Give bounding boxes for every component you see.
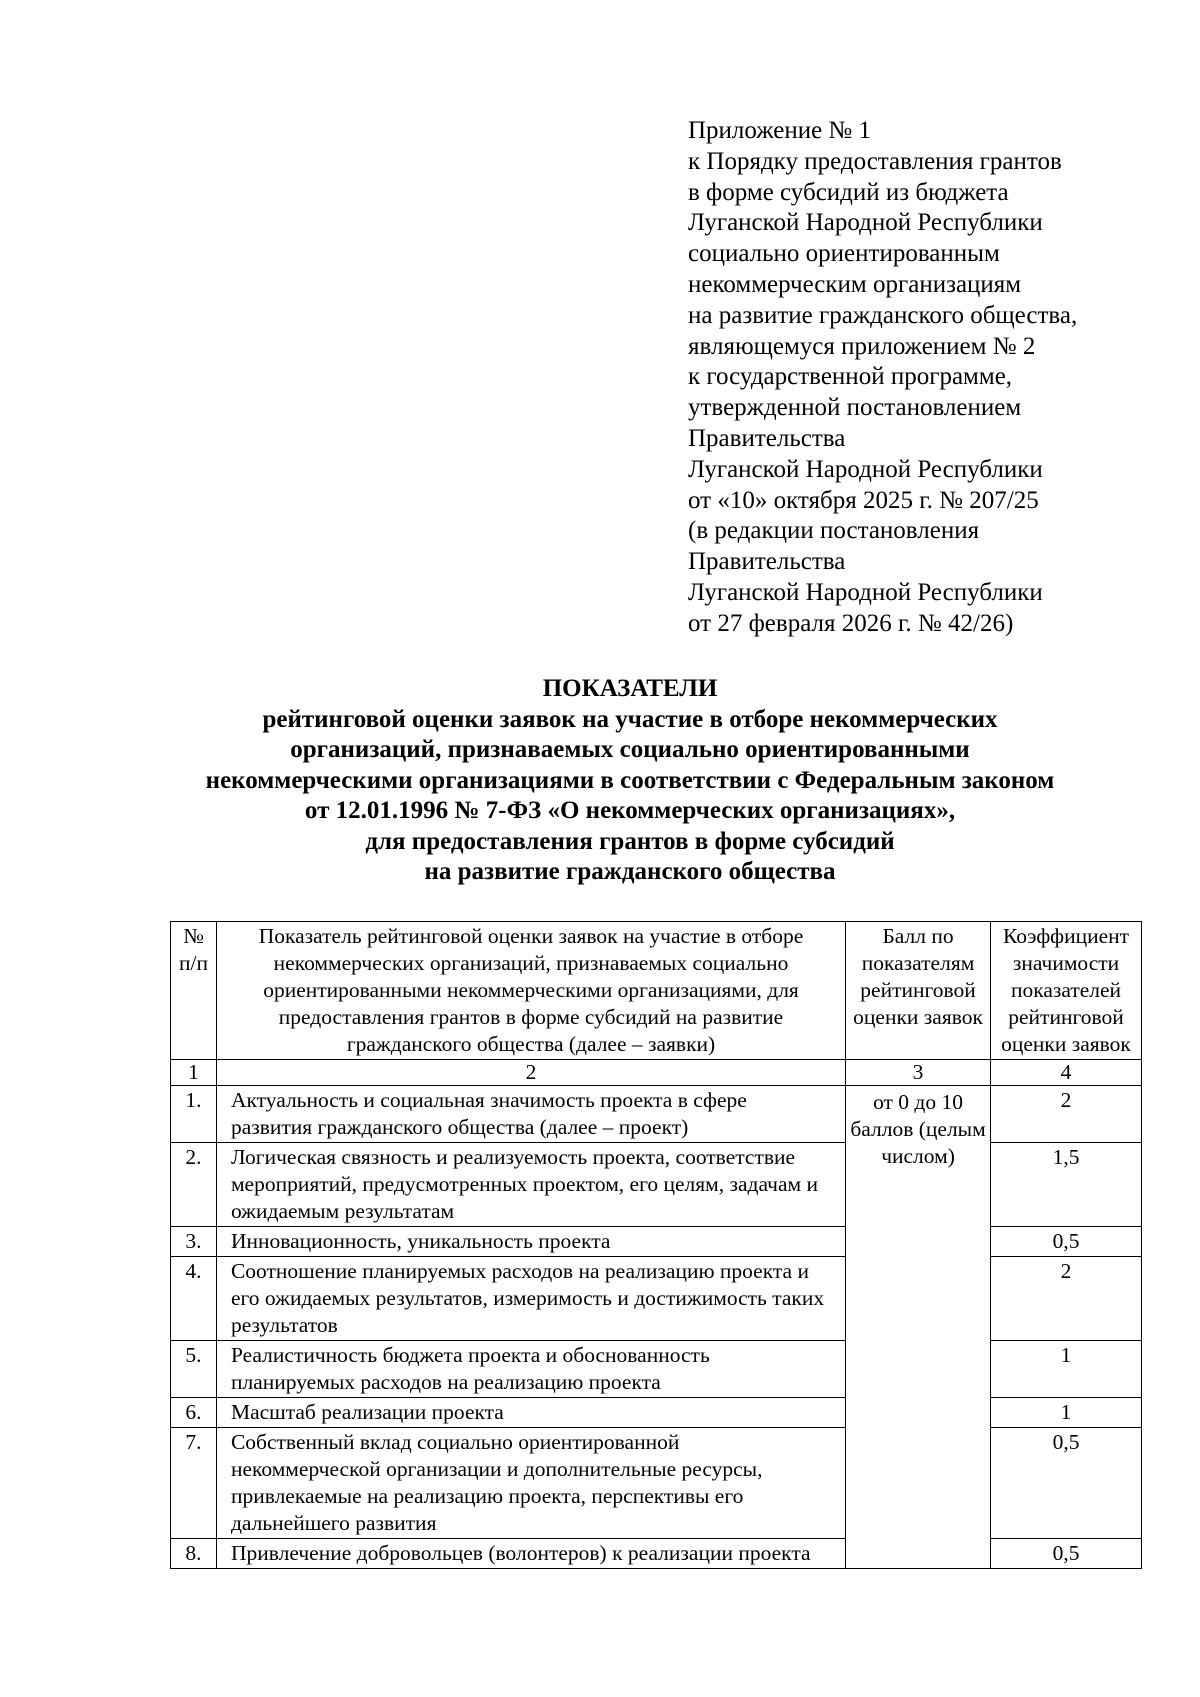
appendix-line: Правительства [688,548,846,576]
document-title [130,674,1130,888]
appendix-line: социально ориентированным [688,240,1000,268]
row-coefficient: 1 [991,1341,1142,1398]
appendix-line: Луганской Народной Республики [688,209,1043,237]
header-indicator: Показатель рейтинговой оценки заявок на участие в отборе некоммерческих организаций, признаваемых социально ориентированными некоммерческими организациями, для предоставления грантов в форме субсидий на развитие гражданского общества (далее – заявки) [216,922,845,1060]
title-line: для предоставления грантов в форме субсидий [365,827,895,855]
title-line: от 12.01.1996 № 7-ФЗ «О некоммерческих организациях», [304,797,956,824]
table-row [171,1428,1142,1539]
rating-criteria-table [170,921,1142,1569]
row-coefficient: 2 [991,1086,1142,1143]
row-coefficient: 1 [991,1398,1142,1428]
row-number: 6. [171,1398,217,1428]
table-row [171,1398,1142,1428]
table-row [171,1257,1142,1341]
header-number: № п/п [171,922,217,1060]
title-line: некоммерческими организациями в соответствии с Федеральным законом [205,766,1055,794]
title-line: ПОКАЗАТЕЛИ [542,675,718,702]
appendix-line: являющемуся приложением № 2 [688,332,1036,360]
index-cell: 4 [991,1060,1142,1086]
title-line: организаций, признаваемых социально ориентированными [290,736,970,763]
row-indicator: Инновационность, уникальность проекта [216,1227,845,1257]
row-number: 4. [171,1257,217,1341]
table-row [171,1227,1142,1257]
row-number: 5. [171,1341,217,1398]
appendix-line: Правительства [688,424,846,452]
table-row [171,1143,1142,1227]
table-row [171,1539,1142,1569]
row-coefficient: 0,5 [991,1428,1142,1539]
table-row [171,1086,1142,1143]
row-number: 1. [171,1086,217,1143]
appendix-line: Луганской Народной Республики [688,455,1043,483]
title-line: на развитие гражданского общества [424,858,836,885]
appendix-line: от 27 февраля 2026 г. № 42/26) [688,609,1014,637]
appendix-line: Луганской Народной Республики [688,578,1043,606]
score-range-cell: от 0 до 10 баллов (целым числом) [846,1086,991,1569]
appendix-line: (в редакции постановления [688,517,980,545]
row-indicator: Логическая связность и реализуемость проекта, соответствие мероприятий, предусмотренных проектом, его целям, задачам и ожидаемым результатам [216,1143,845,1227]
row-number: 3. [171,1227,217,1257]
row-indicator: Масштаб реализации проекта [216,1398,845,1428]
appendix-line: некоммерческим организациям [688,270,1022,298]
appendix-line: к Порядку предоставления грантов [688,147,1062,175]
row-number: 8. [171,1539,217,1569]
row-number: 2. [171,1143,217,1227]
row-coefficient: 0,5 [991,1227,1142,1257]
header-coefficient: Коэффициент значимости показателей рейтинговой оценки заявок [991,922,1142,1060]
appendix-line: Приложение № 1 [688,117,872,144]
index-cell: 2 [216,1060,845,1086]
row-number: 7. [171,1428,217,1539]
appendix-line: от «10» октября 2025 г. № 207/25 [688,486,1039,514]
appendix-reference-block [688,116,1168,640]
appendix-line: в форме субсидий из бюджета [688,178,1009,206]
table-header-row [171,922,1142,1060]
row-indicator: Собственный вклад социально ориентированной некоммерческой организации и дополнительные ресурсы, привлекаемые на реализацию проекта, перспективы его дальнейшего развития [216,1428,845,1539]
index-cell: 3 [846,1060,991,1086]
table-row [171,1341,1142,1398]
row-indicator: Актуальность и социальная значимость проекта в сфере развития гражданского общества (далее – проект) [216,1086,845,1143]
title-line: рейтинговой оценки заявок на участие в отборе некоммерческих [262,705,998,733]
row-indicator: Привлечение добровольцев (волонтеров) к реализации проекта [216,1539,845,1569]
index-cell: 1 [171,1060,217,1086]
row-indicator: Соотношение планируемых расходов на реализацию проекта и его ожидаемых результатов, измеримость и достижимость таких результатов [216,1257,845,1341]
appendix-line: к государственной программе, [688,363,1013,391]
row-coefficient: 0,5 [991,1539,1142,1569]
table-index-row [171,1060,1142,1086]
row-coefficient: 2 [991,1257,1142,1341]
appendix-line: на развитие гражданского общества, [688,301,1078,329]
row-indicator: Реалистичность бюджета проекта и обоснованность планируемых расходов на реализацию проекта [216,1341,845,1398]
header-score: Балл по показателям рейтинговой оценки заявок [846,922,991,1060]
appendix-line: утвержденной постановлением [688,394,1022,422]
row-coefficient: 1,5 [991,1143,1142,1227]
